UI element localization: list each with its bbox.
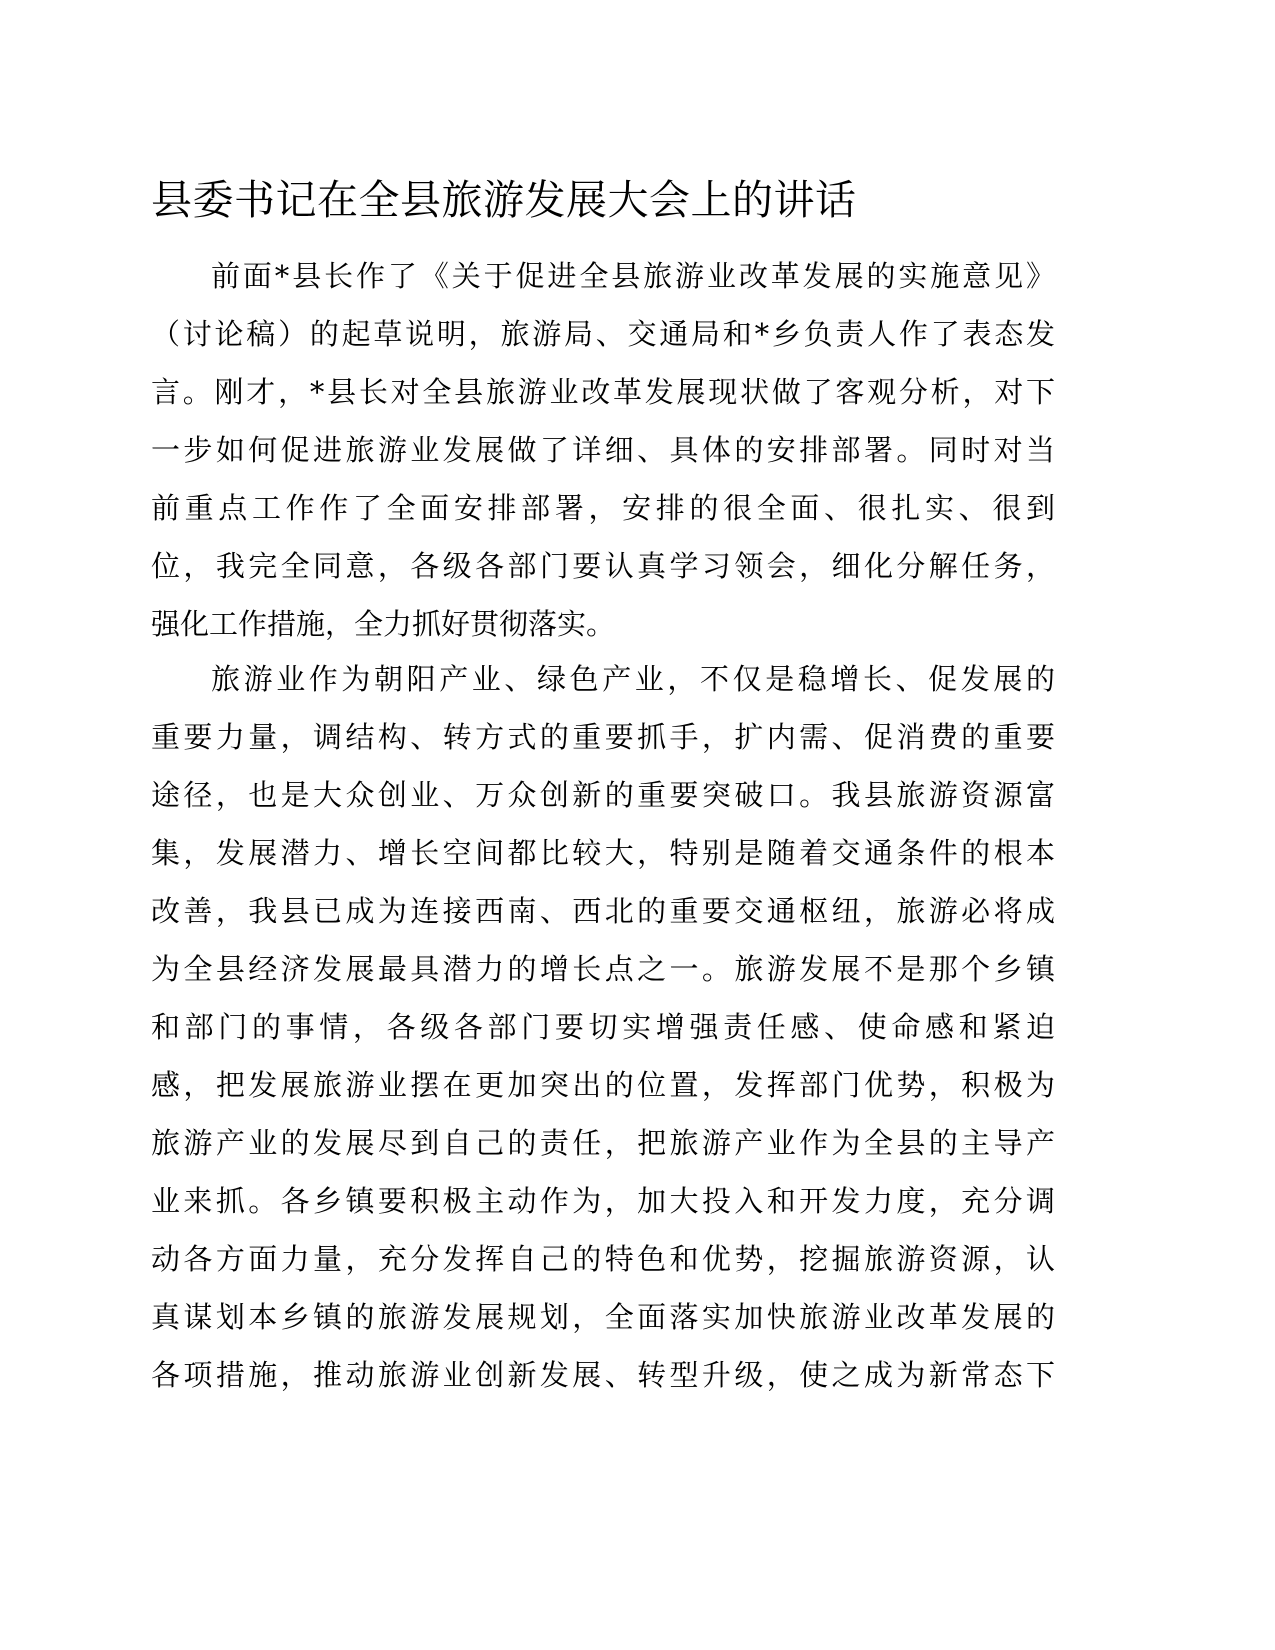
- paragraph-line: 前重点工作作了全面安排部署，安排的很全面、很扎实、很到: [151, 491, 1055, 525]
- paragraph-line: 一步如何促进旅游业发展做了详细、具体的安排部署。同时对当: [151, 433, 1055, 467]
- paragraph-1: [151, 247, 1055, 653]
- paragraph-line: 为全县经济发展最具潜力的增长点之一。旅游发展不是那个乡镇: [151, 952, 1055, 986]
- paragraph-line: 感，把发展旅游业摆在更加突出的位置，发挥部门优势，积极为: [151, 1068, 1055, 1102]
- paragraph-line: 位，我完全同意，各级各部门要认真学习领会，细化分解任务，: [151, 549, 1055, 583]
- paragraph-line: 动各方面力量，充分发挥自己的特色和优势，挖掘旅游资源，认: [151, 1242, 1055, 1276]
- paragraph-line: 各项措施，推动旅游业创新发展、转型升级，使之成为新常态下: [151, 1358, 1055, 1392]
- paragraph-line: 重要力量，调结构、转方式的重要抓手，扩内需、促消费的重要: [151, 720, 1055, 754]
- paragraph-line: 旅游业作为朝阳产业、绿色产业，不仅是稳增长、促发展的: [211, 662, 1055, 696]
- paragraph-line: 强化工作措施，全力抓好贯彻落实。: [151, 607, 616, 641]
- paragraph-line: 和部门的事情，各级各部门要切实增强责任感、使命感和紧迫: [151, 1010, 1055, 1044]
- paragraph-line: 真谋划本乡镇的旅游发展规划，全面落实加快旅游业改革发展的: [151, 1300, 1055, 1334]
- paragraph-line: 言。刚才，*县长对全县旅游业改革发展现状做了客观分析，对下: [151, 375, 1055, 409]
- paragraph-line: （讨论稿）的起草说明，旅游局、交通局和*乡负责人作了表态发: [151, 317, 1055, 351]
- document-title: 县委书记在全县旅游发展大会上的讲话: [151, 176, 857, 224]
- paragraph-line: 业来抓。各乡镇要积极主动作为，加大投入和开发力度，充分调: [151, 1184, 1055, 1218]
- paragraph-line: 前面*县长作了《关于促进全县旅游业改革发展的实施意见》: [211, 259, 1055, 293]
- paragraph-2: [151, 650, 1055, 1404]
- paragraph-line: 改善，我县已成为连接西南、西北的重要交通枢纽，旅游必将成: [151, 894, 1055, 928]
- paragraph-line: 集，发展潜力、增长空间都比较大，特别是随着交通条件的根本: [151, 836, 1055, 870]
- paragraph-line: 途径，也是大众创业、万众创新的重要突破口。我县旅游资源富: [151, 778, 1055, 812]
- paragraph-line: 旅游产业的发展尽到自己的责任，把旅游产业作为全县的主导产: [151, 1126, 1055, 1160]
